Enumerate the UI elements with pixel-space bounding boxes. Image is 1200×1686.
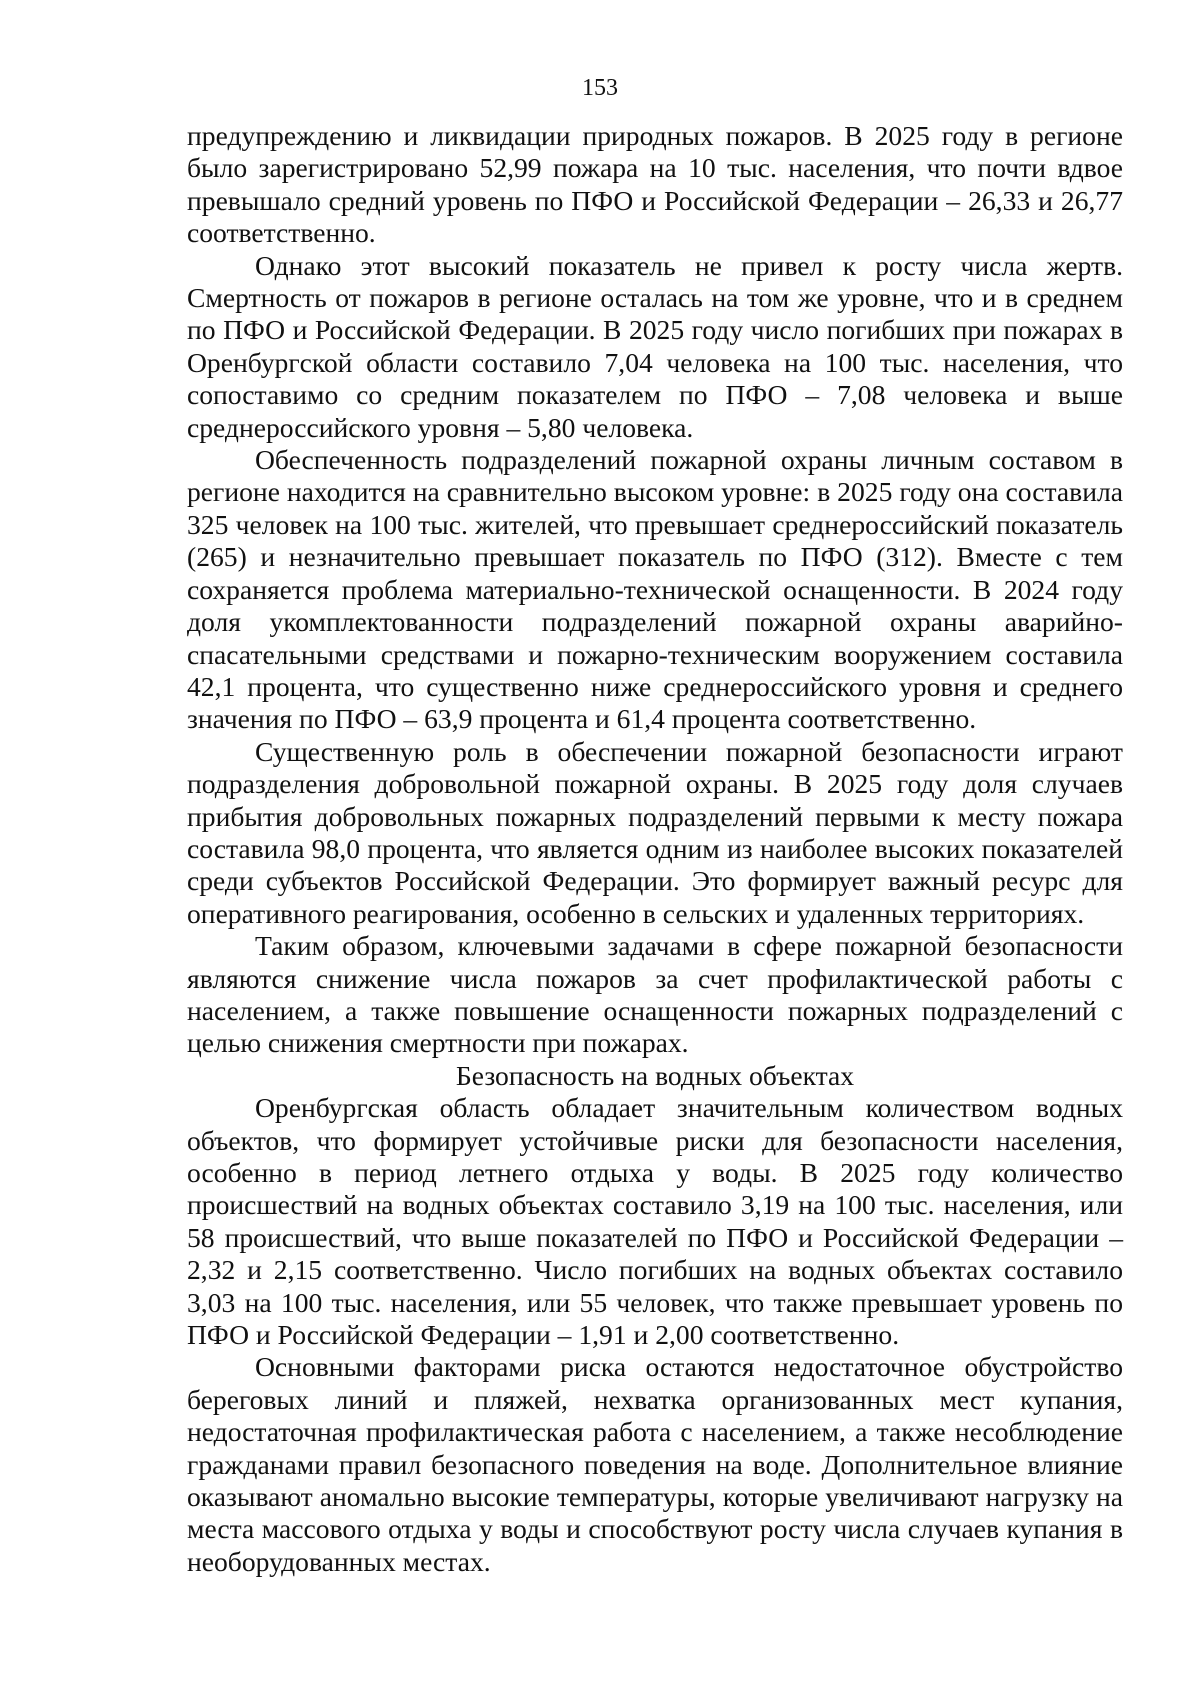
paragraph-fire-statistics: предупреждению и ликвидации природных пожаров. В 2025 году в регионе было зарегистрировано 52,99 пожара на 10 тыс. населения, что почти вдвое превышало средний уровень по ПФО и Российской Федерации – 26,33 и 26,77 соответственно.: [187, 120, 1123, 249]
document-body: [187, 120, 1123, 1578]
paragraph-fire-staffing: Обеспеченность подразделений пожарной охраны личным составом в регионе находится на сравнительно высоком уровне: в 2025 году она составила 325 человек на 100 тыс. жителей, что превышает среднероссийский показатель (265) и незначительно превышает показатель по ПФО (312). Вместе с тем сохраняется проблема материально-технической оснащенности. В 2024 году доля укомплектованности подразделений пожарной охраны аварийно-спасательными средствами и пожарно-техническим вооружением составила 42,1 процента, что существенно ниже среднероссийского уровня и среднего значения по ПФО – 63,9 процента и 61,4 процента соответственно.: [187, 444, 1123, 735]
paragraph-water-risk-factors: Основными факторами риска остаются недостаточное обустройство береговых линий и пляжей, нехватка организованных мест купания, недостаточная профилактическая работа с населением, а также несоблюдение гражданами правил безопасного поведения на воде. Дополнительное влияние оказывают аномально высокие температуры, которые увеличивают нагрузку на места массового отдыха у воды и способствуют росту числа случаев купания в необорудованных местах.: [187, 1351, 1123, 1577]
paragraph-water-incidents: Оренбургская область обладает значительным количеством водных объектов, что формирует устойчивые риски для безопасности населения, особенно в период летнего отдыха у воды. В 2025 году количество происшествий на водных объектах составило 3,19 на 100 тыс. населения, или 58 происшествий, что выше показателей по ПФО и Российской Федерации – 2,32 и 2,15 соответственно. Число погибших на водных объектах составило 3,03 на 100 тыс. населения, или 55 человек, что также превышает уровень по ПФО и Российской Федерации – 1,91 и 2,00 соответственно.: [187, 1092, 1123, 1351]
section-heading-water-safety: Безопасность на водных объектах: [455, 1059, 855, 1091]
paragraph-fire-conclusion: Таким образом, ключевыми задачами в сфере пожарной безопасности являются снижение числа пожаров за счет профилактической работы с населением, а также повышение оснащенности пожарных подразделений с целью снижения смертности при пожарах.: [187, 930, 1123, 1059]
paragraph-fire-mortality: Однако этот высокий показатель не привел к росту числа жертв. Смертность от пожаров в регионе осталась на том же уровне, что и в среднем по ПФО и Российской Федерации. В 2025 году число погибших при пожарах в Оренбургской области составило 7,04 человека на 100 тыс. населения, что сопоставимо со средним показателем по ПФО – 7,08 человека и выше среднероссийского уровня – 5,80 человека.: [187, 249, 1123, 443]
page-number: 153: [582, 75, 618, 101]
paragraph-volunteer-firefighters: Существенную роль в обеспечении пожарной безопасности играют подразделения добровольной пожарной охраны. В 2025 году доля случаев прибытия добровольных пожарных подразделений первыми к месту пожара составила 98,0 процента, что является одним из наиболее высоких показателей среди субъектов Российской Федерации. Это формирует важный ресурс для оперативного реагирования, особенно в сельских и удаленных территориях.: [187, 735, 1123, 929]
